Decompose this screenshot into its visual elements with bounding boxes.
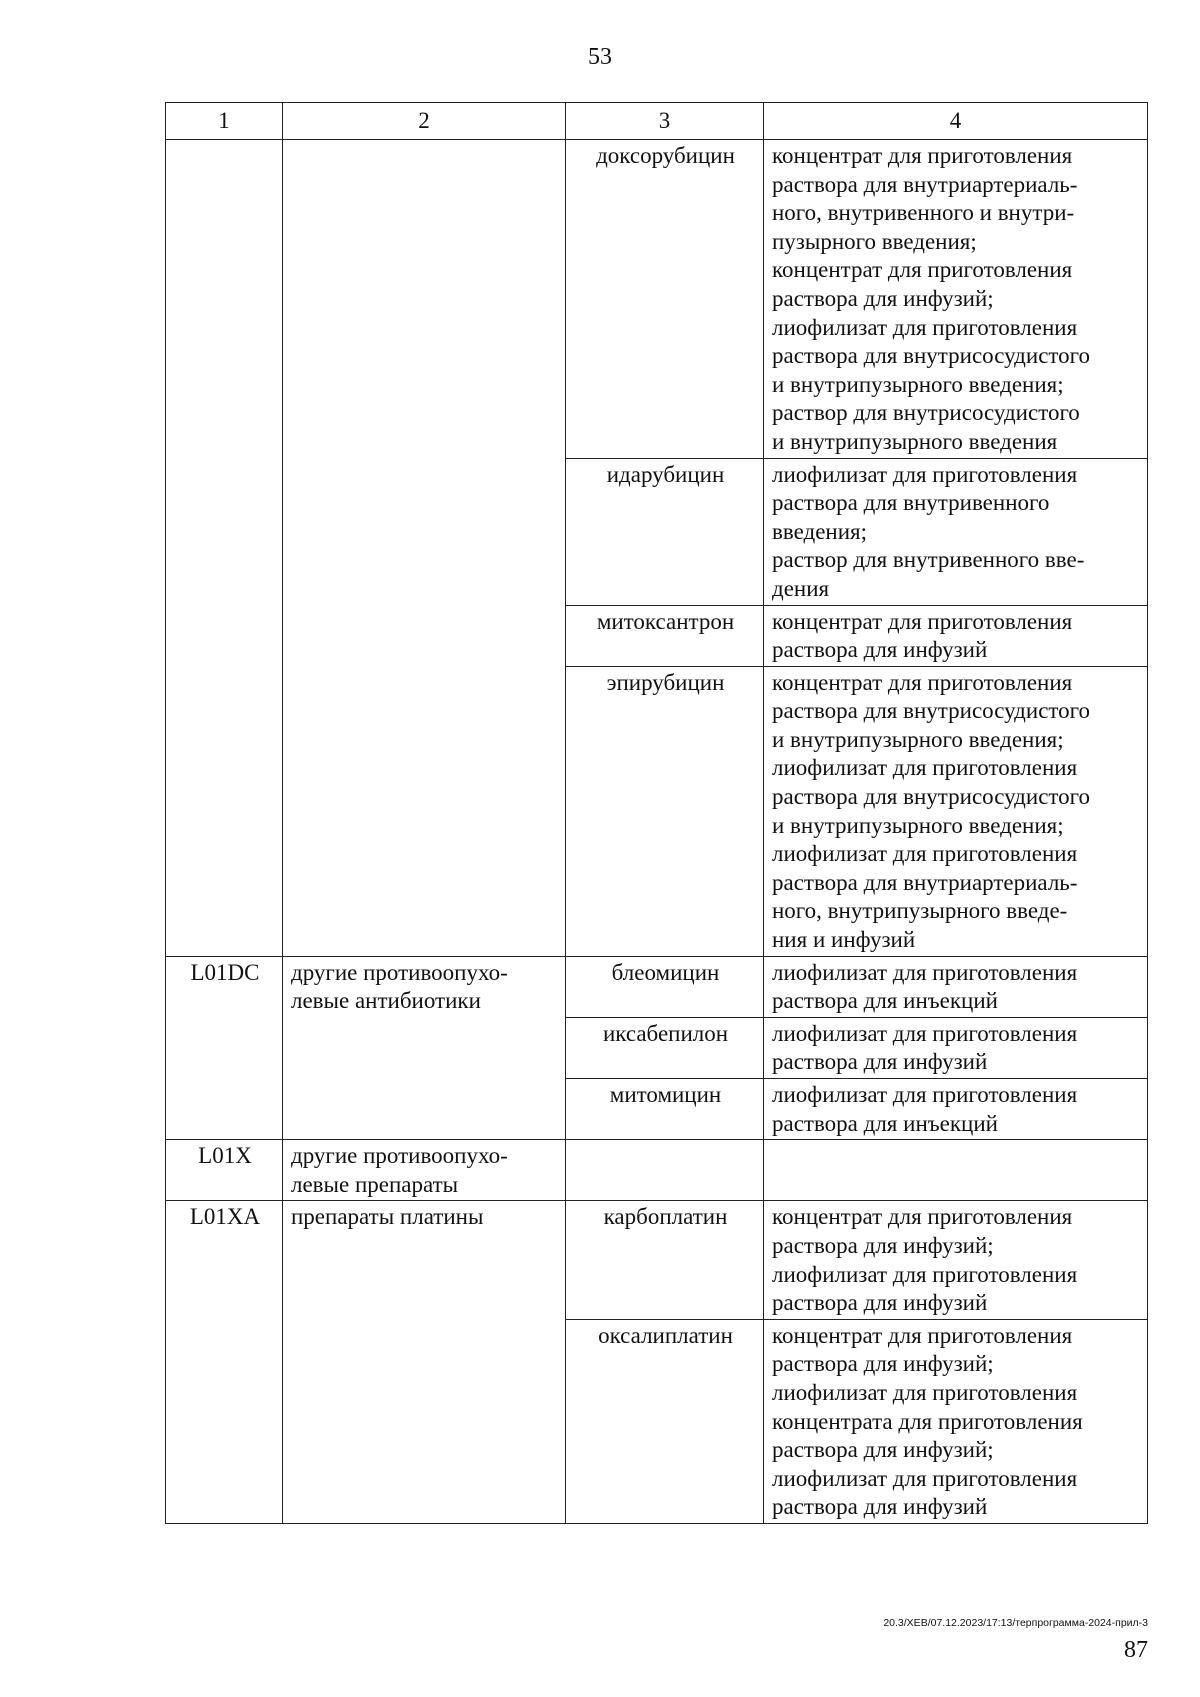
drug-name-cell: эпирубицин	[566, 666, 764, 956]
page-number: 53	[588, 44, 612, 70]
drug-name-cell: иксабепилон	[566, 1017, 764, 1078]
column-header: 2	[283, 103, 566, 140]
dosage-forms-cell: лиофилизат для приготовления раствора для инфузий	[764, 1017, 1148, 1078]
atc-code-cell: L01DC	[166, 956, 283, 1140]
column-header: 3	[566, 103, 764, 140]
drug-name-cell: блеомицин	[566, 956, 764, 1017]
dosage-forms-cell: лиофилизат для приготовления раствора для инъекций	[764, 1079, 1148, 1140]
dosage-forms-cell: концентрат для приготовления раствора для инфузий; лиофилизат для приготовления концентрата для приготовления раствора для инфузий; лиофилизат для приготовления раствора для инфузий	[764, 1319, 1148, 1523]
dosage-forms-cell: концентрат для приготовления раствора для инфузий; лиофилизат для приготовления раствора для инфузий	[764, 1201, 1148, 1319]
dosage-forms-cell: концентрат для приготовления раствора для инфузий	[764, 605, 1148, 666]
drug-name-cell	[566, 1140, 764, 1201]
drug-name-cell: идарубицин	[566, 458, 764, 605]
table-row	[166, 1201, 1148, 1319]
atc-code-cell	[166, 140, 283, 957]
dosage-forms-cell: концентрат для приготовления раствора для внутриартериаль- ного, внутривенного и внутри- пузырного введения; концентрат для приготовления раствора для инфузий; лиофилизат для приготовления раствора для внутрисосудистого и внутрипузырного введения; раствор для внутрисосудистого и внутрипузырного введения	[764, 140, 1148, 459]
column-header: 4	[764, 103, 1148, 140]
group-name-cell: другие противоопухо- левые препараты	[283, 1140, 566, 1201]
footer-code: 20.3/ХЕВ/07.12.2023/17:13/терпрограмма-2024-прил-3	[883, 1617, 1148, 1629]
table-row	[166, 956, 1148, 1017]
drug-name-cell: оксалиплатин	[566, 1319, 764, 1523]
group-name-cell: другие противоопухо- левые антибиотики	[283, 956, 566, 1140]
atc-code-cell: L01X	[166, 1140, 283, 1201]
dosage-forms-cell: лиофилизат для приготовления раствора для внутривенного введения; раствор для внутривенного вве- дения	[764, 458, 1148, 605]
atc-code-cell: L01XA	[166, 1201, 283, 1524]
drug-name-cell: доксорубицин	[566, 140, 764, 459]
drug-table	[165, 102, 1148, 1524]
drug-name-cell: карбоплатин	[566, 1201, 764, 1319]
drug-name-cell: митомицин	[566, 1079, 764, 1140]
footer-page-number: 87	[1124, 1637, 1148, 1663]
drug-name-cell: митоксантрон	[566, 605, 764, 666]
table-row	[166, 1140, 1148, 1201]
group-name-cell: препараты платины	[283, 1201, 566, 1524]
column-header: 1	[166, 103, 283, 140]
table-row	[166, 140, 1148, 459]
header-row	[166, 103, 1148, 140]
dosage-forms-cell: лиофилизат для приготовления раствора для инъекций	[764, 956, 1148, 1017]
dosage-forms-cell: концентрат для приготовления раствора для внутрисосудистого и внутрипузырного введения; лиофилизат для приготовления раствора для внутрисосудистого и внутрипузырного введения; лиофилизат для приготовления раствора для внутриартериаль- ного, внутрипузырного введе- ния и инфузий	[764, 666, 1148, 956]
dosage-forms-cell	[764, 1140, 1148, 1201]
group-name-cell	[283, 140, 566, 957]
